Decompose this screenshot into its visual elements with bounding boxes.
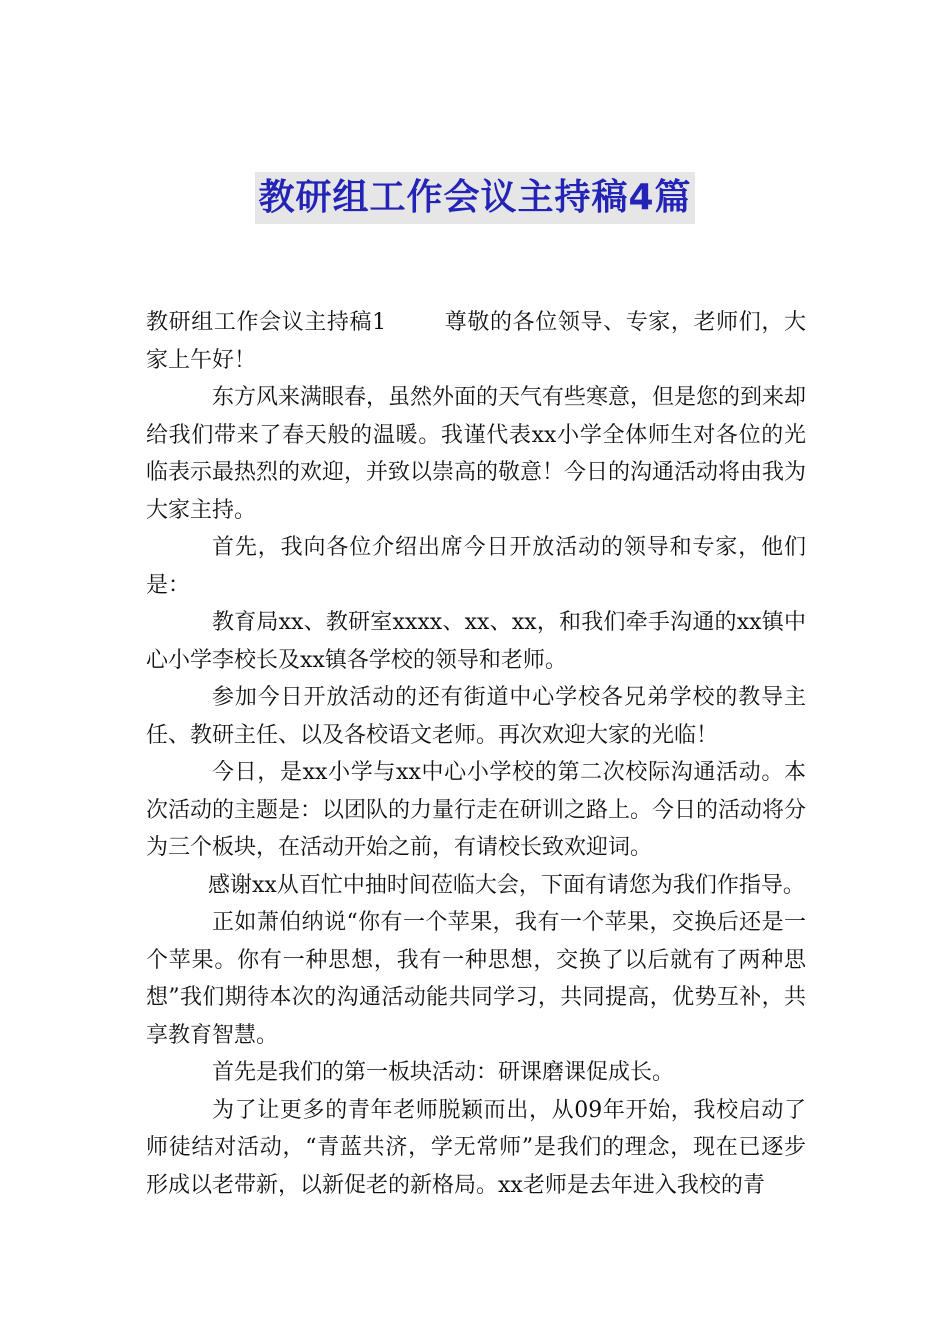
paragraph: 教育局xx、教研室xxxx、xx、xx，和我们牵手沟通的xx镇中心小学李校长及xx镇各学校的领导和老师。 — [146, 610, 806, 673]
paragraph: 首先是我们的第一板块活动：研课磨课促成长。 — [212, 1060, 675, 1085]
paragraph: 今日，是xx小学与xx中心小学校的第二次校际沟通活动。本次活动的主题是：以团队的力量行走在研训之路上。今日的活动将分为三个板块，在活动开始之前，有请校长致欢迎词。 — [146, 760, 807, 860]
opening-paragraph — [146, 304, 806, 379]
document-body — [146, 304, 806, 1204]
paragraph: 参加今日开放活动的还有街道中心学校各兄弟学校的教导主任、教研主任、以及各校语文老师。再次欢迎大家的光临！ — [146, 685, 806, 748]
paragraph: 正如萧伯纳说“你有一个苹果，我有一个苹果，交换后还是一个苹果。你有一种思想，我有一种思想，交换了以后就有了两种思想”我们期待本次的沟通活动能共同学习，共同提高，优势互补，共享教育智慧。 — [146, 910, 806, 1048]
section-heading: 教研组工作会议主持稿1 — [146, 310, 387, 335]
paragraph: 首先，我向各位介绍出席今日开放活动的领导和专家，他们是： — [146, 535, 806, 598]
paragraph: 为了让更多的青年老师脱颖而出，从09年开始，我校启动了师徒结对活动，“青蓝共济，学无常师”是我们的理念，现在已逐步形成以老带新，以新促老的新格局。xx老师是去年进入我校的青 — [146, 1097, 806, 1198]
document-title: 教研组工作会议主持稿4篇 — [255, 172, 694, 224]
greeting-text: 尊敬的各位领导、专家，老师们，大家上午好！ — [146, 310, 806, 373]
title-container — [0, 172, 950, 224]
paragraph: 感谢xx从百忙中抽时间莅临大会，下面有请您为我们作指导。 — [208, 872, 805, 898]
paragraph: 东方风来满眼春，虽然外面的天气有些寒意，但是您的到来却给我们带来了春天般的温暖。我谨代表xx小学全体师生对各位的光临表示最热烈的欢迎，并致以崇高的敬意！今日的沟通活动将由我为大家主持。 — [146, 385, 807, 523]
